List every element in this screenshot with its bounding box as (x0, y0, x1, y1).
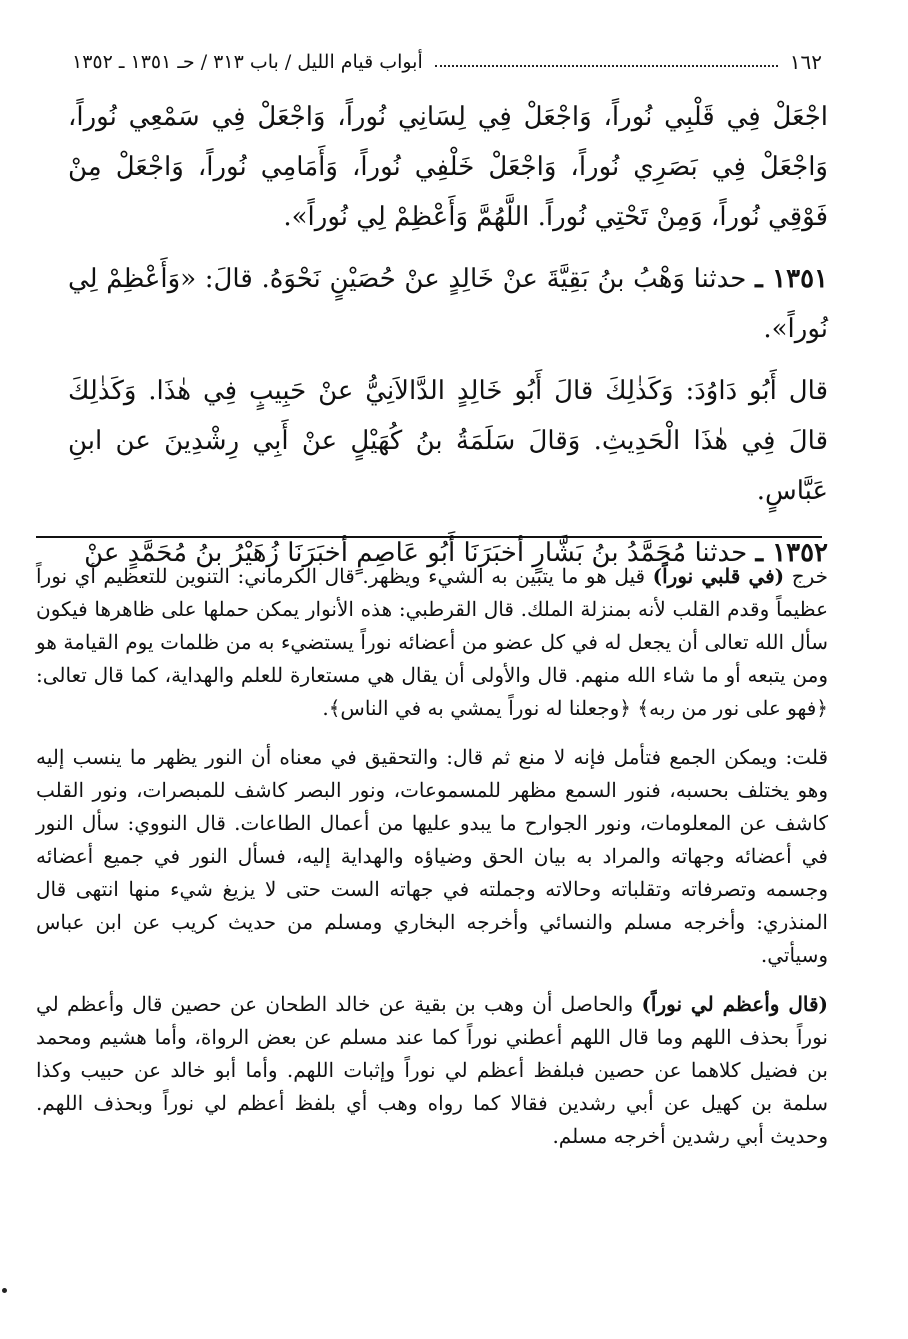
hadith-1350-ending-text: اجْعَلْ فِي قَلْبِي نُوراً، وَاجْعَلْ فِي لِسَانِي نُوراً، وَاجْعَلْ فِي سَمْعِي نُوراً، وَاجْعَلْ فِي بَصَرِي نُوراً، وَاجْعَلْ خَلْفِي نُوراً، وَأَمَامِي نُوراً، وَاجْعَلْ مِنْ فَوْقِي نُوراً، وَمِنْ تَحْتِي نُوراً. اللَّهُمَّ وَأَعْظِمْ لِي نُوراً». (68, 102, 828, 232)
hadith-1351 (68, 254, 828, 354)
running-title: أبواب قيام الليل / باب ٣١٣ / حـ ١٣٥١ ـ ١٣٥٢ (72, 51, 423, 73)
page-header (72, 44, 822, 80)
commentary-paragraph-1 (36, 560, 828, 725)
abu-dawud-remark (68, 366, 828, 516)
commentary-3-lemma: (قال وأعظم لي نوراً) (641, 992, 828, 1016)
commentary-paragraph-2 (36, 741, 828, 972)
commentary-1-text: قيل هو ما يتبين به الشيء ويظهر. قال الكرماني: التنوين للتعظيم أي نوراً عظيماً وقدم القلب لأنه بمنزلة الملك. قال القرطبي: هذه الأنوار يمكن حملها على ظاهرها فيكون سأل الله تعالى أن يجعل له في كل عضو من أعضائه نوراً يستضيء به من ظلمات يوم القيامة هو ومن يتبعه أو ما شاء الله منهم. قال والأولى أن يقال هي مستعارة للعلم والهداية، كما قال تعالى: ﴿فهو على نور من ربه﴾ ﴿وجعلنا له نوراً يمشي به في الناس﴾. (36, 564, 828, 720)
hadith-number-1352: ١٣٥٢ ـ (755, 538, 828, 568)
commentary-3-text: والحاصل أن وهب بن بقية عن خالد الطحان عن حصين قال وأعظم لي نوراً بحذف اللهم وما قال اللهم أعطني نوراً كما عند مسلم عن بعض الرواة، وأما هشيم ومحمد بن فضيل كلاهما عن حصين فبلفظ أعظم لي نوراً وإثبات اللهم. وأما أبو خالد عن حبيب وكذا سلمة بن كهيل عن أبي رشدين فقالا كما رواه وهب أي بلفظ أعظم لي نوراً وبحذف اللهم. وحديث أبي رشدين أخرجه مسلم. (36, 992, 828, 1148)
scan-edge-mark (2, 1288, 7, 1293)
hadith-1351-text: حدثنا وَهْبُ بنُ بَقِيَّةَ عنْ خَالِدٍ عنْ حُصَيْنٍ نَحْوَهُ. قالَ: «وَأَعْظِمْ لِي نُوراً». (68, 264, 828, 344)
commentary (36, 560, 828, 1169)
footnote-separator (36, 536, 822, 538)
commentary-1-start: خرج (791, 564, 829, 588)
commentary-paragraph-3 (36, 988, 828, 1153)
commentary-2-text: قلت: ويمكن الجمع فتأمل فإنه لا منع ثم قال: والتحقيق في معناه أن النور يظهر ما ينسب إليه وهو يختلف بحسبه، فنور السمع مظهر للمسموعات، ونور البصر كاشف للمبصرات، ونور القلب كاشف عن المعلومات، ونور الجوارح ما يبدو عليها من أعمال الطاعات. قال النووي: سأل النور في أعضائه وجهاته والمراد به بيان الحق وضياؤه والهداية إليه، فسأل النور في جميع أعضائه وجسمه وتصرفاته وتقلباته وحالاته وجملته في جهاته الست حتى لا يزيغ شيء منها انتهى قال المنذري: وأخرجه مسلم والنسائي وأخرجه البخاري ومسلم من حديث كريب عن ابن عباس وسيأتي. (36, 745, 828, 967)
hadith-text (68, 92, 828, 590)
hadith-1352-text: حدثنا مُحَمَّدُ بنُ بَشَّارٍ أخبَرَنَا أَبُو عَاصِمٍ أخبَرَنَا زُهَيْرُ بنُ مُحَمَّدٍ عنْ (84, 538, 748, 568)
header-leader-dots (435, 65, 778, 67)
commentary-1-lemma: (في قلبي نوراً) (652, 564, 785, 588)
hadith-1350-ending (68, 92, 828, 242)
page-number: ١٦٢ (789, 50, 822, 74)
abu-dawud-remark-text: قال أَبُو دَاوُدَ: وَكَذٰلِكَ قالَ أَبُو خَالِدٍ الدَّالاَنِيُّ عنْ حَبِيبٍ فِي هٰذَا. وَكَذٰلِكَ قالَ فِي هٰذَا الْحَدِيثِ. وَقالَ سَلَمَةُ بنُ كُهَيْلٍ عنْ أَبِي رِشْدِينَ عن ابنِ عَبَّاسٍ. (68, 376, 828, 506)
hadith-number-1351: ١٣٥١ ـ (755, 264, 829, 294)
